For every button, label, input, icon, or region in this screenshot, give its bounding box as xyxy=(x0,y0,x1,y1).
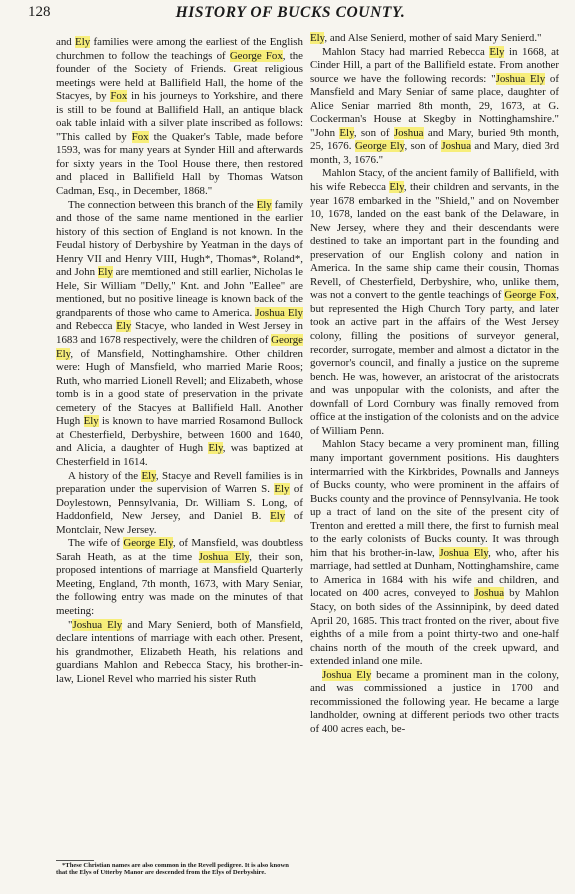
text-run: in his journeys to Yorkshire, and there is still to be found at Ballifield Hall, an antique black oak table inlaid with a silver plate inscribed as follows: "This called by xyxy=(56,90,303,143)
highlighted-term: Ely xyxy=(75,36,91,48)
text-run: by Mahlon Stacy, on both sides of the Assinnipink, by deed dated April 20, 1685. This tract fronted on the river, about five eighths of a mile from a point thirty-two and one-half chains north of the mouth of the creek upward, and extended inland one mile. xyxy=(310,587,560,668)
text-run: , son of xyxy=(404,140,442,153)
right-column xyxy=(310,32,559,736)
highlighted-term: Ely xyxy=(97,266,113,279)
text-run: , of Mansfield, was doubtless Sarah Heath, as at the time xyxy=(56,537,303,563)
text-run: , was baptized at Chesterfield in 1614. xyxy=(56,442,304,468)
text-run: and Mary Senierd, both of Mansfield, declare intentions of marriage with each other. Present, his grandmother, Elizabeth Heath, his relations and guardians Mahlon and Rebecca Stacy, his brother-in-law, Lionel Revel who married his sister Ruth xyxy=(56,618,303,685)
highlighted-term: Ely xyxy=(141,469,156,482)
highlighted-term: Joshua Ely xyxy=(198,550,250,563)
text-run: of Mansfield and Mary Seniar of same place, daughter of Alice Seniar married 8th month, 29, 1673, at G. Cockerman's House at Skegby in Nottinghamshire." "John xyxy=(310,72,559,139)
text-run: families were among the earliest of the English churchmen to follow the teachings of xyxy=(56,36,303,62)
running-title: HISTORY OF BUCKS COUNTY. xyxy=(175,4,406,21)
text-run: and Mary, died 3rd month, 3, 1676." xyxy=(310,140,560,166)
highlighted-term: George Ely xyxy=(123,537,173,550)
text-run: are memtioned and still earlier, Nicholas le Hele, Sir William "Delly," Knt. and John "Eallee" are mentioned, but no positive lineage is known back of the grandparents of those who came to America. xyxy=(56,266,303,319)
text-run: the Quaker's Table, made before 1593, was for many years at Synder Hill and afterwards for sixty years in the Tool House there, then restored and placed in Ballifield Hall by Thomas Watson Cadman, Esq., in December, 1868." xyxy=(56,130,303,198)
text-run: Mahlon Stacy, of the ancient family of Ballifield, with his wife Rebecca xyxy=(310,167,559,194)
text-run: , their children and servants, in the year 1678 embarked in the "Shield," and on November 10, 1678, landed on the east bank of the Delaware, in New Jersey, where they and their descendants were destined to take an important part in the founding and preservation of our English colony and nation in America. In the same ship came their cousin, Thomas Revell, of Chesterfield, Derbyshire, who, unlike them, was not a convert to the gentle teachings of xyxy=(310,181,560,302)
highlighted-term: Ely xyxy=(116,320,132,333)
paragraph xyxy=(56,537,303,618)
footnote: *These Christian names are also common in the Revell pedigree. It is also known that the Elys of Utterby Manor are descended from the Elys of Derbyshire. xyxy=(56,862,289,877)
text-run: and xyxy=(56,36,76,48)
paragraph xyxy=(310,669,559,737)
highlighted-term: Ely xyxy=(310,32,325,44)
highlighted-term: Ely xyxy=(256,198,272,211)
paragraph xyxy=(310,438,559,668)
text-run: , but represented the High Church Tory party, and later took an active part in the affairs of the West Jersey colony, filling the positions of surveyor general, recorder, surrogate, member and almost a dictator in the governor's council, and finally a justice on the supreme bench. He was, however, an aristocrat of the aristocrats and was unpopular with the colonists, and after the downfall of Lord Cornbury was finally removed from office at the instigation of the colonists and on the advice of William Penn. xyxy=(310,289,560,437)
paragraph xyxy=(56,199,303,470)
text-run: is known to have married Rosamond Bullock at Chesterfield, Derbyshire, between 1600 and 1640, and Alicia, a daughter of Hugh xyxy=(56,415,303,455)
text-run: of Montclair, New Jersey. xyxy=(56,510,304,536)
page-header xyxy=(28,2,553,26)
highlighted-term: Ely xyxy=(208,442,223,455)
highlighted-term: Joshua Ely xyxy=(72,618,123,631)
highlighted-term: Joshua Ely xyxy=(255,306,303,319)
text-run: in 1668, at Cinder Hill, a part of the Ballifield estate. From another source we have the following records: " xyxy=(310,45,559,85)
text-run: The wife of xyxy=(68,537,124,550)
text-run: , the founder of the Society of Friends. Great religious meetings were held at Ballifield Hall, the home of the Stacyes, by xyxy=(56,49,303,103)
paragraph xyxy=(56,36,303,199)
text-run: became a prominent man in the colony, and was commissioned a justice in 1700 and recommissioned the following year. He became a large landholder, owning at different periods two other tracts of 400 acres each, be- xyxy=(310,668,559,735)
paragraph xyxy=(56,619,303,687)
paragraph xyxy=(310,46,559,168)
text-run: Mahlon Stacy had married Rebecca xyxy=(322,45,490,58)
text-run: , their son, proposed intentions of marriage at Mansfield Quarterly Meeting, England, 7th month, 1673, with Mary Seniar, the following entry was made on the minutes of that meeting: xyxy=(56,550,303,617)
highlighted-term: Joshua Ely xyxy=(495,72,546,85)
highlighted-term: Fox xyxy=(110,90,128,103)
text-run: and Mary, buried 9th month, 25, 1676. xyxy=(310,126,559,153)
text-run: , who, after his marriage, had settled at Dunham, Nottinghamshire, came to America in 1684 with his wife and children, and located on 400 acres, conveyed to xyxy=(310,546,559,600)
paragraph xyxy=(56,470,303,538)
text-run: , Stacye and Revell families is in preparation under the supervision of Warren S. xyxy=(56,469,303,496)
highlighted-term: Ely xyxy=(274,483,290,496)
text-run: family and those of the same name mentioned in the earlier history of this section of England is not known. In the Feudal history of Derbyshire by Yeatman in the days of Henry VII and Henry VIII, Hugh*, Thomas*, Roland*, and John xyxy=(56,198,304,279)
text-run: , and Alse Senierd, mother of said Mary Senierd." xyxy=(324,32,542,44)
text-run: " xyxy=(68,618,73,631)
highlighted-term: Ely xyxy=(489,45,505,58)
paragraph xyxy=(310,167,559,438)
highlighted-term: Joshua xyxy=(393,126,424,139)
highlighted-term: Joshua xyxy=(474,587,505,600)
text-run: A history of the xyxy=(68,469,142,482)
text-run: The connection between this branch of the xyxy=(68,198,257,211)
highlighted-term: George Ely xyxy=(56,334,303,360)
paragraph xyxy=(310,32,559,46)
text-run: Mahlon Stacy became a very prominent man, filling many important government positions. His daughters intermarried with the Kirkbrides, Pownalls and Janneys of Bucks county, who were prominent in the affairs of Bucks county and the province of Pennsylvania. He took up a tract of land on the site of the present city of Trenton and eretted a mill there, the first to furnish meal to the early colonists of Bucks county. It was through him that his brother-in-law, xyxy=(310,438,559,559)
text-run: , of Mansfield, Nottinghamshire. Other children were: Hugh of Mansfield, who married Marie Roos; Ruth, who married Lionell Revell; and Elizabeth, whose tomb is in a good state of preservation in the private cemetery of the Stacyes at Ballifield Hall. Another Hugh xyxy=(56,347,303,428)
footnote-separator xyxy=(56,860,94,861)
page-number: 128 xyxy=(28,4,51,20)
text-run: , son of xyxy=(353,126,394,139)
highlighted-term: George Fox xyxy=(229,49,283,62)
highlighted-term: Ely xyxy=(83,415,99,428)
highlighted-term: Ely xyxy=(389,181,404,194)
text-run: and Rebecca xyxy=(56,320,117,333)
highlighted-term: George Fox xyxy=(504,289,557,302)
text-run: of Doylestown, Pennsylvania, Dr. William S. Long, of Haddonfield, New Jersey, and Daniel B. xyxy=(56,483,304,523)
highlighted-term: Fox xyxy=(131,130,149,143)
highlighted-term: Joshua Ely xyxy=(439,546,489,559)
highlighted-term: Joshua Ely xyxy=(322,668,372,681)
highlighted-term: George Ely xyxy=(354,140,405,153)
highlighted-term: Ely xyxy=(339,126,354,139)
highlighted-term: Ely xyxy=(270,510,286,523)
left-column xyxy=(56,36,303,686)
text-run: Stacye, who landed in West Jersey in 1683 and 1678 respectively, were the children of xyxy=(56,320,303,347)
highlighted-term: Joshua xyxy=(441,140,472,153)
